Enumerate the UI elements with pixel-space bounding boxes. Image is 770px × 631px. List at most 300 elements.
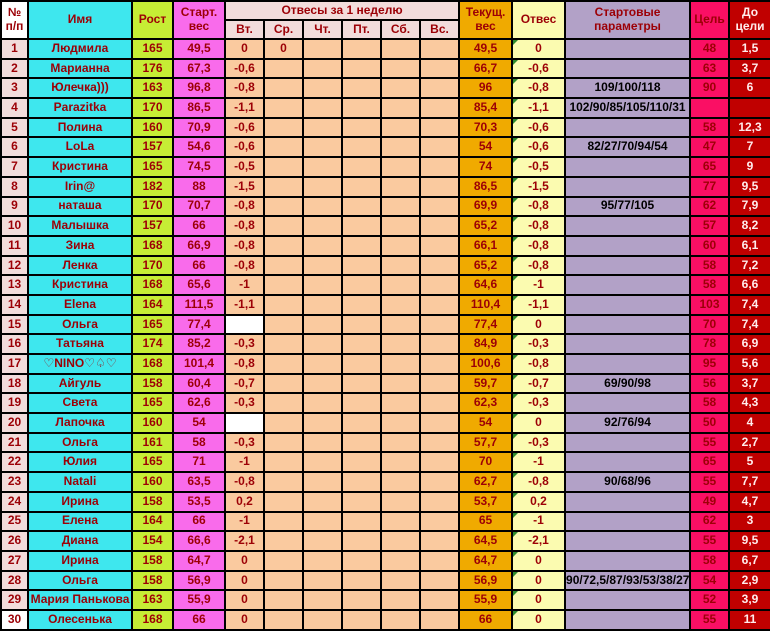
loss-cell[interactable] (512, 98, 565, 118)
row-number-cell[interactable]: 23 (1, 472, 28, 492)
to-goal-cell[interactable]: 2,9 (729, 571, 770, 591)
day-wed-cell[interactable] (264, 512, 303, 532)
name-cell[interactable]: Лапочка (28, 413, 132, 433)
day-sat-cell[interactable] (381, 531, 420, 551)
start-weight-cell[interactable]: 86,5 (173, 98, 225, 118)
to-goal-cell[interactable]: 7,4 (729, 295, 770, 315)
current-weight-cell[interactable]: 65,2 (459, 216, 512, 236)
goal-cell[interactable]: 58 (690, 118, 729, 138)
row-number-cell[interactable]: 29 (1, 590, 28, 610)
start-weight-cell[interactable]: 101,4 (173, 354, 225, 374)
height-cell[interactable]: 158 (132, 571, 173, 591)
name-cell[interactable]: Parazitka (28, 98, 132, 118)
loss-cell[interactable] (512, 295, 565, 315)
height-cell[interactable]: 168 (132, 610, 173, 630)
row-number-cell[interactable]: 12 (1, 256, 28, 276)
height-cell[interactable]: 168 (132, 354, 173, 374)
current-weight-cell[interactable]: 66,1 (459, 236, 512, 256)
col-header-day-tue[interactable]: Вт. (225, 20, 264, 39)
day-sat-cell[interactable] (381, 354, 420, 374)
day-wed-cell[interactable] (264, 315, 303, 335)
day-tue-cell[interactable]: -0,3 (225, 334, 264, 354)
goal-cell[interactable]: 55 (690, 472, 729, 492)
row-number-cell[interactable]: 5 (1, 118, 28, 138)
day-tue-cell[interactable]: 0 (225, 590, 264, 610)
to-goal-cell[interactable]: 5 (729, 452, 770, 472)
day-sun-cell[interactable] (420, 413, 459, 433)
loss-cell[interactable] (512, 393, 565, 413)
current-weight-cell[interactable]: 84,9 (459, 334, 512, 354)
name-cell[interactable]: Ленка (28, 256, 132, 276)
loss-cell[interactable] (512, 334, 565, 354)
name-cell[interactable]: Ирина (28, 492, 132, 512)
start-params-cell[interactable] (565, 275, 690, 295)
current-weight-cell[interactable]: 100,6 (459, 354, 512, 374)
start-weight-cell[interactable]: 77,4 (173, 315, 225, 335)
goal-cell[interactable]: 95 (690, 354, 729, 374)
day-tue-cell[interactable]: -1,5 (225, 177, 264, 197)
day-tue-cell[interactable]: -1 (225, 452, 264, 472)
current-weight-cell[interactable]: 85,4 (459, 98, 512, 118)
current-weight-cell[interactable]: 110,4 (459, 295, 512, 315)
row-number-cell[interactable]: 2 (1, 59, 28, 79)
goal-cell[interactable]: 55 (690, 610, 729, 630)
loss-cell[interactable] (512, 39, 565, 59)
start-weight-cell[interactable]: 66,9 (173, 236, 225, 256)
day-fri-cell[interactable] (342, 472, 381, 492)
day-tue-cell[interactable]: -0,8 (225, 197, 264, 217)
col-header-day-fri[interactable]: Пт. (342, 20, 381, 39)
to-goal-cell[interactable]: 9,5 (729, 177, 770, 197)
to-goal-cell[interactable]: 4,7 (729, 492, 770, 512)
day-wed-cell[interactable] (264, 98, 303, 118)
name-cell[interactable]: наташа (28, 197, 132, 217)
day-sat-cell[interactable] (381, 393, 420, 413)
day-tue-cell[interactable]: -2,1 (225, 531, 264, 551)
goal-cell[interactable]: 52 (690, 590, 729, 610)
name-cell[interactable]: Юлечка))) (28, 78, 132, 98)
height-cell[interactable]: 168 (132, 275, 173, 295)
day-thu-cell[interactable] (303, 413, 342, 433)
day-sun-cell[interactable] (420, 39, 459, 59)
start-params-cell[interactable]: 95/77/105 (565, 197, 690, 217)
start-params-cell[interactable] (565, 512, 690, 532)
name-cell[interactable]: Мария Панькова (28, 590, 132, 610)
day-fri-cell[interactable] (342, 334, 381, 354)
day-tue-cell[interactable]: -0,8 (225, 354, 264, 374)
start-params-cell[interactable]: 90/68/96 (565, 472, 690, 492)
row-number-cell[interactable]: 25 (1, 512, 28, 532)
goal-cell[interactable]: 103 (690, 295, 729, 315)
goal-cell[interactable]: 47 (690, 137, 729, 157)
to-goal-cell[interactable]: 7 (729, 137, 770, 157)
goal-cell[interactable]: 63 (690, 59, 729, 79)
day-fri-cell[interactable] (342, 492, 381, 512)
day-sun-cell[interactable] (420, 197, 459, 217)
day-thu-cell[interactable] (303, 571, 342, 591)
name-cell[interactable]: Ирина (28, 551, 132, 571)
start-weight-cell[interactable]: 62,6 (173, 393, 225, 413)
day-wed-cell[interactable] (264, 157, 303, 177)
day-fri-cell[interactable] (342, 393, 381, 413)
loss-cell[interactable] (512, 216, 565, 236)
to-goal-cell[interactable]: 4,3 (729, 393, 770, 413)
loss-cell[interactable] (512, 275, 565, 295)
start-params-cell[interactable] (565, 236, 690, 256)
day-thu-cell[interactable] (303, 137, 342, 157)
height-cell[interactable]: 157 (132, 216, 173, 236)
row-number-cell[interactable]: 17 (1, 354, 28, 374)
day-thu-cell[interactable] (303, 216, 342, 236)
height-cell[interactable]: 157 (132, 137, 173, 157)
height-cell[interactable]: 160 (132, 472, 173, 492)
day-fri-cell[interactable] (342, 236, 381, 256)
day-sun-cell[interactable] (420, 433, 459, 453)
day-sun-cell[interactable] (420, 374, 459, 394)
name-cell[interactable]: LoLa (28, 137, 132, 157)
day-wed-cell[interactable] (264, 571, 303, 591)
row-number-cell[interactable]: 14 (1, 295, 28, 315)
loss-cell[interactable] (512, 256, 565, 276)
day-sun-cell[interactable] (420, 295, 459, 315)
loss-cell[interactable] (512, 137, 565, 157)
day-wed-cell[interactable] (264, 295, 303, 315)
day-tue-cell[interactable]: -0,6 (225, 137, 264, 157)
goal-cell[interactable]: 78 (690, 334, 729, 354)
name-cell[interactable]: Natali (28, 472, 132, 492)
col-header-current-weight[interactable]: Текущ. вес (459, 1, 512, 39)
height-cell[interactable]: 154 (132, 531, 173, 551)
goal-cell[interactable]: 57 (690, 216, 729, 236)
loss-cell[interactable] (512, 354, 565, 374)
row-number-cell[interactable]: 6 (1, 137, 28, 157)
start-params-cell[interactable] (565, 295, 690, 315)
start-params-cell[interactable] (565, 354, 690, 374)
day-tue-cell[interactable]: 0 (225, 39, 264, 59)
day-thu-cell[interactable] (303, 275, 342, 295)
goal-cell[interactable]: 65 (690, 157, 729, 177)
day-thu-cell[interactable] (303, 374, 342, 394)
to-goal-cell[interactable]: 6,9 (729, 334, 770, 354)
day-tue-cell[interactable]: -1,1 (225, 98, 264, 118)
col-header-height[interactable]: Рост (132, 1, 173, 39)
day-sat-cell[interactable] (381, 177, 420, 197)
day-wed-cell[interactable] (264, 590, 303, 610)
current-weight-cell[interactable]: 70 (459, 452, 512, 472)
current-weight-cell[interactable]: 56,9 (459, 571, 512, 591)
day-sun-cell[interactable] (420, 78, 459, 98)
name-cell[interactable]: Зина (28, 236, 132, 256)
to-goal-cell[interactable]: 7,9 (729, 197, 770, 217)
day-sat-cell[interactable] (381, 98, 420, 118)
height-cell[interactable]: 168 (132, 236, 173, 256)
day-thu-cell[interactable] (303, 551, 342, 571)
loss-cell[interactable] (512, 315, 565, 335)
height-cell[interactable]: 160 (132, 118, 173, 138)
col-header-goal[interactable]: Цель (690, 1, 729, 39)
day-tue-cell[interactable]: -0,8 (225, 236, 264, 256)
row-number-cell[interactable]: 26 (1, 531, 28, 551)
day-fri-cell[interactable] (342, 531, 381, 551)
day-fri-cell[interactable] (342, 256, 381, 276)
day-tue-cell[interactable]: -0,3 (225, 433, 264, 453)
height-cell[interactable]: 163 (132, 78, 173, 98)
day-sat-cell[interactable] (381, 59, 420, 79)
goal-cell[interactable]: 55 (690, 531, 729, 551)
day-sun-cell[interactable] (420, 315, 459, 335)
loss-cell[interactable] (512, 197, 565, 217)
name-cell[interactable]: Малышка (28, 216, 132, 236)
day-thu-cell[interactable] (303, 295, 342, 315)
day-sun-cell[interactable] (420, 610, 459, 630)
day-sun-cell[interactable] (420, 354, 459, 374)
row-number-cell[interactable]: 1 (1, 39, 28, 59)
day-wed-cell[interactable]: 0 (264, 39, 303, 59)
day-sat-cell[interactable] (381, 413, 420, 433)
row-number-cell[interactable]: 10 (1, 216, 28, 236)
loss-cell[interactable] (512, 571, 565, 591)
day-sun-cell[interactable] (420, 256, 459, 276)
day-fri-cell[interactable] (342, 452, 381, 472)
current-weight-cell[interactable]: 59,7 (459, 374, 512, 394)
day-tue-cell[interactable]: -1 (225, 512, 264, 532)
day-wed-cell[interactable] (264, 137, 303, 157)
day-fri-cell[interactable] (342, 197, 381, 217)
day-thu-cell[interactable] (303, 177, 342, 197)
day-wed-cell[interactable] (264, 256, 303, 276)
goal-cell[interactable]: 58 (690, 275, 729, 295)
day-wed-cell[interactable] (264, 59, 303, 79)
start-params-cell[interactable]: 90/72,5/87/93/53/38/27 (565, 571, 690, 591)
loss-cell[interactable] (512, 512, 565, 532)
height-cell[interactable]: 165 (132, 157, 173, 177)
day-tue-cell[interactable] (225, 315, 264, 335)
start-params-cell[interactable] (565, 39, 690, 59)
start-weight-cell[interactable]: 49,5 (173, 39, 225, 59)
day-tue-cell[interactable]: -0,5 (225, 157, 264, 177)
col-header-day-sat[interactable]: Сб. (381, 20, 420, 39)
goal-cell[interactable]: 58 (690, 393, 729, 413)
goal-cell[interactable]: 90 (690, 78, 729, 98)
day-fri-cell[interactable] (342, 413, 381, 433)
start-weight-cell[interactable]: 54,6 (173, 137, 225, 157)
day-sat-cell[interactable] (381, 452, 420, 472)
col-header-start-weight[interactable]: Старт. вес (173, 1, 225, 39)
day-sat-cell[interactable] (381, 374, 420, 394)
goal-cell[interactable] (690, 98, 729, 118)
day-fri-cell[interactable] (342, 512, 381, 532)
start-params-cell[interactable]: 102/90/85/105/110/31 (565, 98, 690, 118)
name-cell[interactable]: Ольга (28, 315, 132, 335)
start-weight-cell[interactable]: 70,9 (173, 118, 225, 138)
day-sat-cell[interactable] (381, 315, 420, 335)
height-cell[interactable]: 170 (132, 197, 173, 217)
loss-cell[interactable] (512, 590, 565, 610)
col-header-week-group[interactable]: Отвесы за 1 неделю (225, 1, 459, 20)
day-tue-cell[interactable]: -0,6 (225, 118, 264, 138)
to-goal-cell[interactable]: 9 (729, 157, 770, 177)
row-number-cell[interactable]: 27 (1, 551, 28, 571)
start-weight-cell[interactable]: 60,4 (173, 374, 225, 394)
to-goal-cell[interactable]: 1,5 (729, 39, 770, 59)
day-wed-cell[interactable] (264, 393, 303, 413)
day-wed-cell[interactable] (264, 531, 303, 551)
loss-cell[interactable] (512, 236, 565, 256)
day-sat-cell[interactable] (381, 39, 420, 59)
day-sat-cell[interactable] (381, 433, 420, 453)
to-goal-cell[interactable]: 7,2 (729, 256, 770, 276)
current-weight-cell[interactable]: 57,7 (459, 433, 512, 453)
day-fri-cell[interactable] (342, 98, 381, 118)
day-wed-cell[interactable] (264, 492, 303, 512)
day-tue-cell[interactable]: 0,2 (225, 492, 264, 512)
current-weight-cell[interactable]: 62,3 (459, 393, 512, 413)
start-weight-cell[interactable]: 65,6 (173, 275, 225, 295)
current-weight-cell[interactable]: 70,3 (459, 118, 512, 138)
col-header-day-thu[interactable]: Чт. (303, 20, 342, 39)
name-cell[interactable]: Татьяна (28, 334, 132, 354)
day-fri-cell[interactable] (342, 216, 381, 236)
day-sat-cell[interactable] (381, 275, 420, 295)
row-number-cell[interactable]: 9 (1, 197, 28, 217)
day-sat-cell[interactable] (381, 236, 420, 256)
start-weight-cell[interactable]: 54 (173, 413, 225, 433)
day-fri-cell[interactable] (342, 177, 381, 197)
start-weight-cell[interactable]: 66 (173, 216, 225, 236)
height-cell[interactable]: 163 (132, 590, 173, 610)
day-sat-cell[interactable] (381, 492, 420, 512)
day-sat-cell[interactable] (381, 256, 420, 276)
name-cell[interactable]: Полина (28, 118, 132, 138)
to-goal-cell[interactable]: 3,9 (729, 590, 770, 610)
height-cell[interactable]: 158 (132, 492, 173, 512)
day-sun-cell[interactable] (420, 393, 459, 413)
row-number-cell[interactable]: 11 (1, 236, 28, 256)
start-params-cell[interactable] (565, 59, 690, 79)
day-wed-cell[interactable] (264, 472, 303, 492)
loss-cell[interactable] (512, 433, 565, 453)
to-goal-cell[interactable]: 11 (729, 610, 770, 630)
current-weight-cell[interactable]: 96 (459, 78, 512, 98)
day-sun-cell[interactable] (420, 216, 459, 236)
height-cell[interactable]: 164 (132, 512, 173, 532)
day-fri-cell[interactable] (342, 590, 381, 610)
loss-cell[interactable] (512, 492, 565, 512)
day-sat-cell[interactable] (381, 590, 420, 610)
start-params-cell[interactable] (565, 315, 690, 335)
day-sun-cell[interactable] (420, 118, 459, 138)
row-number-cell[interactable]: 13 (1, 275, 28, 295)
day-thu-cell[interactable] (303, 157, 342, 177)
day-wed-cell[interactable] (264, 197, 303, 217)
col-header-day-sun[interactable]: Вс. (420, 20, 459, 39)
current-weight-cell[interactable]: 54 (459, 137, 512, 157)
loss-cell[interactable] (512, 551, 565, 571)
goal-cell[interactable]: 48 (690, 39, 729, 59)
day-tue-cell[interactable]: -0,8 (225, 78, 264, 98)
day-thu-cell[interactable] (303, 393, 342, 413)
col-header-loss[interactable]: Отвес (512, 1, 565, 39)
col-header-row-number[interactable]: № п/п (1, 1, 28, 39)
row-number-cell[interactable]: 3 (1, 78, 28, 98)
day-thu-cell[interactable] (303, 98, 342, 118)
start-weight-cell[interactable]: 58 (173, 433, 225, 453)
name-cell[interactable]: ♡NINO♡♤♡ (28, 354, 132, 374)
loss-cell[interactable] (512, 374, 565, 394)
day-sun-cell[interactable] (420, 472, 459, 492)
day-sat-cell[interactable] (381, 571, 420, 591)
row-number-cell[interactable]: 18 (1, 374, 28, 394)
day-sun-cell[interactable] (420, 571, 459, 591)
start-weight-cell[interactable]: 111,5 (173, 295, 225, 315)
goal-cell[interactable]: 62 (690, 512, 729, 532)
row-number-cell[interactable]: 15 (1, 315, 28, 335)
day-thu-cell[interactable] (303, 236, 342, 256)
start-params-cell[interactable]: 109/100/118 (565, 78, 690, 98)
goal-cell[interactable]: 54 (690, 571, 729, 591)
day-sat-cell[interactable] (381, 472, 420, 492)
to-goal-cell[interactable]: 8,2 (729, 216, 770, 236)
day-thu-cell[interactable] (303, 531, 342, 551)
day-tue-cell[interactable]: 0 (225, 551, 264, 571)
to-goal-cell[interactable]: 3 (729, 512, 770, 532)
current-weight-cell[interactable]: 65 (459, 512, 512, 532)
loss-cell[interactable] (512, 59, 565, 79)
goal-cell[interactable]: 60 (690, 236, 729, 256)
current-weight-cell[interactable]: 69,9 (459, 197, 512, 217)
loss-cell[interactable] (512, 157, 565, 177)
to-goal-cell[interactable]: 2,7 (729, 433, 770, 453)
start-params-cell[interactable] (565, 433, 690, 453)
day-sat-cell[interactable] (381, 295, 420, 315)
day-thu-cell[interactable] (303, 433, 342, 453)
start-params-cell[interactable]: 92/76/94 (565, 413, 690, 433)
start-params-cell[interactable] (565, 216, 690, 236)
day-fri-cell[interactable] (342, 118, 381, 138)
start-params-cell[interactable] (565, 590, 690, 610)
loss-cell[interactable] (512, 531, 565, 551)
day-tue-cell[interactable] (225, 413, 264, 433)
day-fri-cell[interactable] (342, 571, 381, 591)
day-thu-cell[interactable] (303, 472, 342, 492)
day-wed-cell[interactable] (264, 610, 303, 630)
start-params-cell[interactable]: 69/90/98 (565, 374, 690, 394)
start-weight-cell[interactable]: 66 (173, 610, 225, 630)
start-weight-cell[interactable]: 71 (173, 452, 225, 472)
name-cell[interactable]: Ольга (28, 433, 132, 453)
row-number-cell[interactable]: 7 (1, 157, 28, 177)
row-number-cell[interactable]: 22 (1, 452, 28, 472)
day-sun-cell[interactable] (420, 512, 459, 532)
goal-cell[interactable]: 50 (690, 413, 729, 433)
to-goal-cell[interactable] (729, 98, 770, 118)
goal-cell[interactable]: 77 (690, 177, 729, 197)
day-thu-cell[interactable] (303, 590, 342, 610)
day-sun-cell[interactable] (420, 275, 459, 295)
day-thu-cell[interactable] (303, 452, 342, 472)
loss-cell[interactable] (512, 610, 565, 630)
day-thu-cell[interactable] (303, 315, 342, 335)
current-weight-cell[interactable]: 64,5 (459, 531, 512, 551)
day-sun-cell[interactable] (420, 137, 459, 157)
start-weight-cell[interactable]: 70,7 (173, 197, 225, 217)
height-cell[interactable]: 158 (132, 551, 173, 571)
day-wed-cell[interactable] (264, 334, 303, 354)
day-thu-cell[interactable] (303, 512, 342, 532)
start-params-cell[interactable] (565, 551, 690, 571)
day-wed-cell[interactable] (264, 216, 303, 236)
day-tue-cell[interactable]: -1,1 (225, 295, 264, 315)
